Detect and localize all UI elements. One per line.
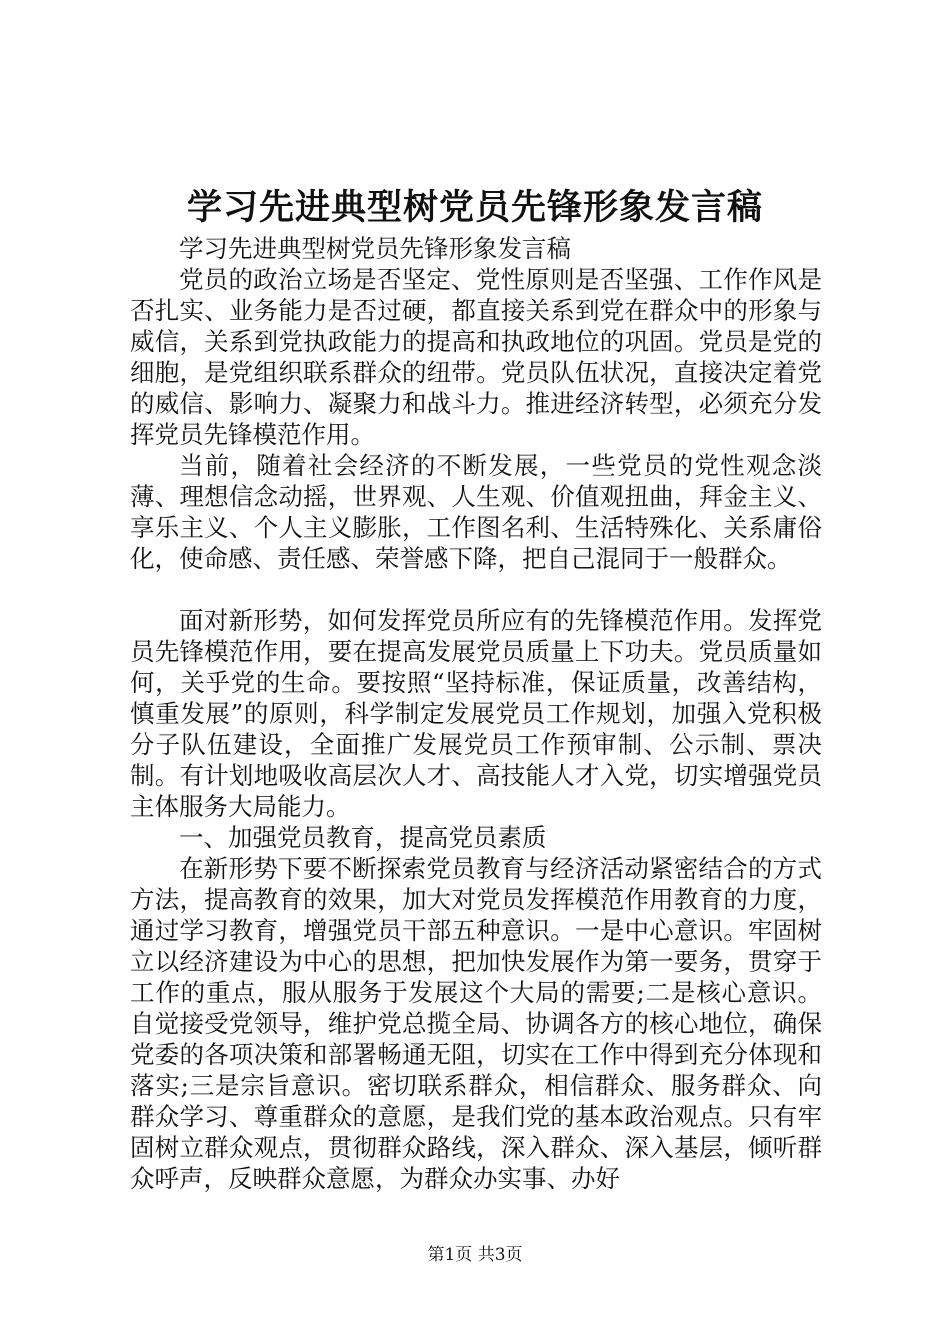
paragraph-current-situation: 当前，随着社会经济的不断发展，一些党员的党性观念淡薄、理想信念动摇，世界观、人生观、价值观扭曲，拜金主义、享乐主义、个人主义膨胀，工作图名利、生活特殊化、关系庸俗化，使命感、责任感、荣誉感下降，把自己混同于一般群众。 [130,451,822,573]
document-title: 学习先进典型树党员先锋形象发言稿 [186,187,763,228]
paragraph-education: 在新形势下要不断探索党员教育与经济活动紧密结合的方式方法，提高教育的效果，加大对党员发挥模范作用教育的力度，通过学习教育，增强党员干部五种意识。一是中心意识。牢固树立以经济建设为中心的思想，把加快发展作为第一要务，贯穿于工作的重点，服从服务于发展这个大局的需要;二是核心意识。自觉接受党领导，维护党总揽全局、协调各方的核心地位，确保党委的各项决策和部署畅通无阻，切实在工作中得到充分体现和落实;三是宗旨意识。密切联系群众，相信群众、服务群众、向群众学习、尊重群众的意愿，是我们党的基本政治观点。只有牢固树立群众观点，贯彻群众路线，深入群众、深入基层，倾听群众呼声，反映群众意愿，为群众办实事、办好 [130,854,822,1193]
page-number-footer: 第1页 共3页 [427,1245,523,1265]
paragraph-new-situation: 面对新形势，如何发挥党员所应有的先锋模范作用。发挥党员先锋模范作用，要在提高发展党员质量上下功夫。党员质量如何，关乎党的生命。要按照“坚持标准，保证质量，改善结构，慎重发展”的原则，科学制定发展党员工作规划，加强入党积极分子队伍建设，全面推广发展党员工作预审制、公示制、票决制。有计划地吸收高层次人才、高技能人才入党，切实增强党员主体服务大局能力。 [130,606,822,821]
document-body [130,233,822,1194]
paragraph-subtitle: 学习先进典型树党员先锋形象发言稿 [179,234,571,263]
paragraph-intro: 党员的政治立场是否坚定、党性原则是否坚强、工作作风是否扎实、业务能力是否过硬，都直接关系到党在群众中的形象与威信，关系到党执政能力的提高和执政地位的巩固。党员是党的细胞，是党组织联系群众的纽带。党员队伍状况，直接决定着党的威信、影响力、凝聚力和战斗力。推进经济转型，必须充分发挥党员先锋模范作用。 [130,265,822,449]
section-heading-education: 一、加强党员教育，提高党员素质 [179,823,547,852]
